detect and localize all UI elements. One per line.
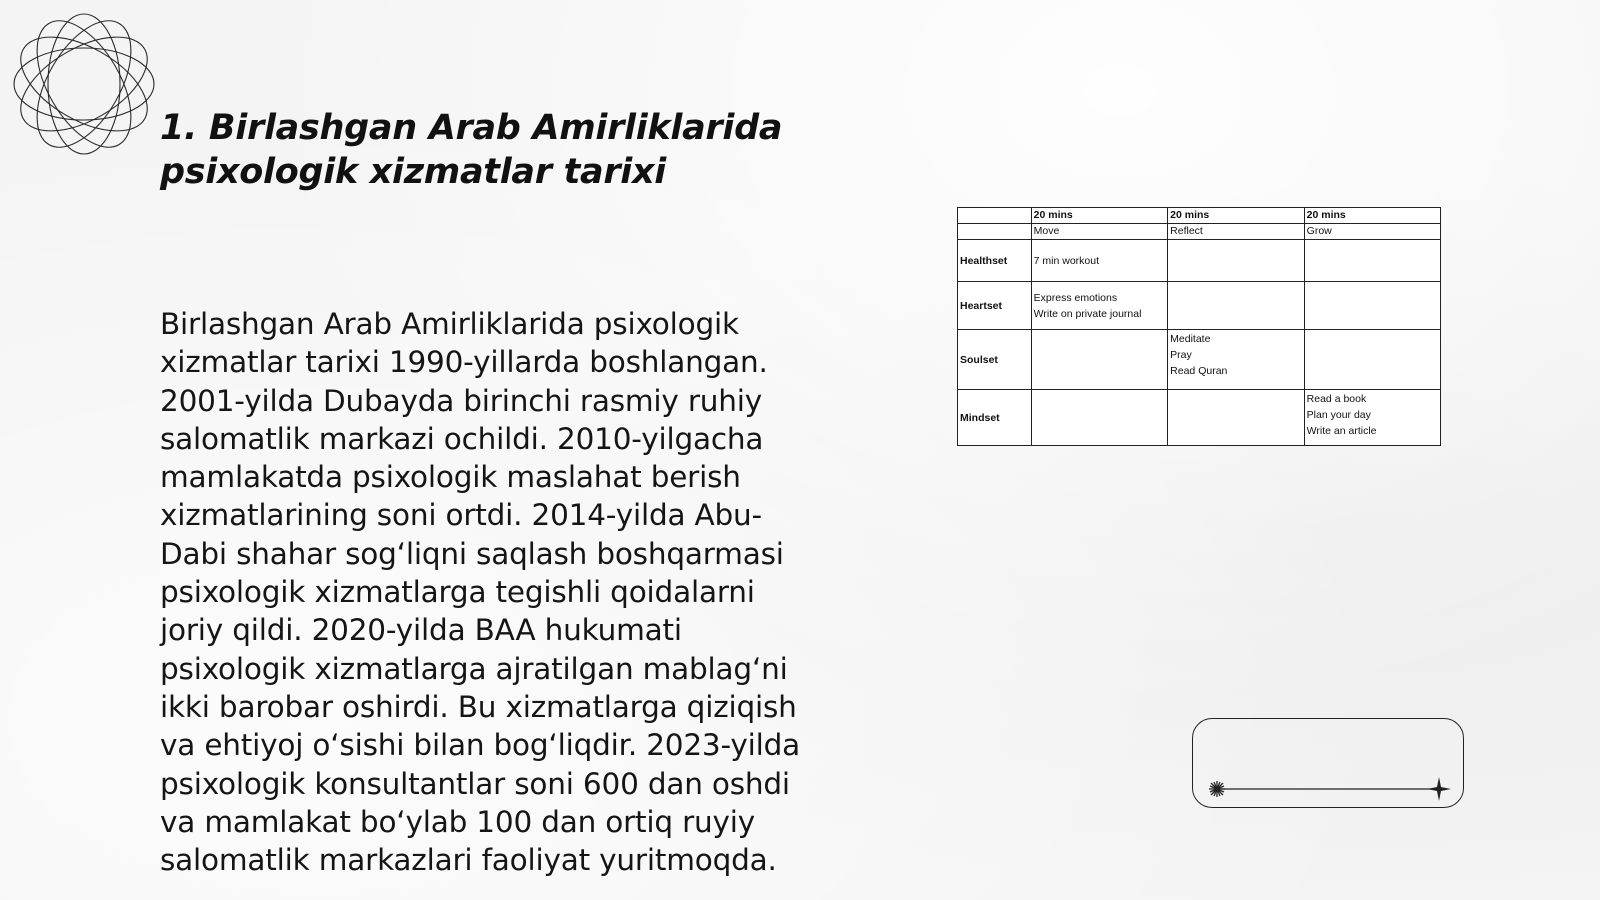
table-cell	[1168, 390, 1305, 446]
cell-line: 7 min workout	[1033, 254, 1099, 267]
cell-line: Meditate	[1170, 333, 1211, 345]
cell-line: Write an article	[1306, 425, 1377, 437]
table-row	[958, 282, 1441, 330]
table-cell	[1304, 390, 1440, 446]
table-header-time-reflect: 20 mins	[1168, 208, 1305, 224]
decorative-line	[1193, 719, 1465, 809]
four-point-star-icon	[1427, 777, 1451, 801]
cell-line: Pray	[1170, 349, 1192, 361]
cell-line: Read Quran	[1170, 365, 1228, 377]
table-header-reflect: Reflect	[1168, 224, 1305, 240]
table-cell	[1168, 330, 1305, 390]
table-cell	[1031, 390, 1168, 446]
row-label-healthset: Healthset	[958, 240, 1032, 282]
table-corner-cell	[958, 208, 1032, 224]
table-subheader-row	[958, 224, 1441, 240]
slide-title-line-1: 1. Birlashgan Arab Amirliklarida	[160, 108, 783, 148]
cell-line: Express emotions	[1033, 291, 1118, 304]
row-label-soulset: Soulset	[958, 330, 1032, 390]
table-header-time-grow: 20 mins	[1304, 208, 1440, 224]
table-row	[958, 330, 1441, 390]
table-row	[958, 390, 1441, 446]
table-cell	[1304, 282, 1440, 330]
table-header-grow: Grow	[1304, 224, 1440, 240]
table-cell	[1031, 330, 1168, 390]
table-cell	[1304, 240, 1440, 282]
table-cell	[1031, 282, 1168, 330]
slide-title-line-2: psixologik xizmatlar tarixi	[160, 152, 666, 192]
sparkle-icon	[1209, 781, 1225, 797]
decorative-line-box	[1192, 718, 1464, 808]
table-corner-cell	[958, 224, 1032, 240]
table-row	[958, 240, 1441, 282]
table-cell	[1168, 282, 1305, 330]
row-label-heartset: Heartset	[958, 282, 1032, 330]
cell-line: Plan your day	[1306, 409, 1371, 421]
routine-table	[957, 207, 1441, 446]
table-cell	[1304, 330, 1440, 390]
spirograph-ornament-icon	[10, 10, 158, 158]
table-header-row	[958, 208, 1441, 224]
slide-title	[160, 106, 860, 194]
row-label-mindset: Mindset	[958, 390, 1032, 446]
table-cell	[1031, 240, 1168, 282]
table-cell	[1168, 240, 1305, 282]
cell-line: Read a book	[1306, 393, 1367, 405]
table-header-time-move: 20 mins	[1031, 208, 1168, 224]
cell-line: Write on private journal	[1033, 307, 1142, 320]
slide-body-text: Birlashgan Arab Amirliklarida psixologik xizmatlar tarixi 1990-yillarda boshlangan. 2001-yilda Dubayda birinchi rasmiy ruhiy salomatlik markazi ochildi. 2010-yilgacha mamlakatda psixologik maslahat berish xizmatlarining soni ortdi. 2014-yilda Abu-Dabi shahar sog‘liqni saqlash boshqarmasi psixologik xizmatlarga tegishli qoidalarni joriy qildi. 2020-yilda BAA hukumati psixologik xizmatlarga ajratilgan mablag‘ni ikki barobar oshirdi. Bu xizmatlarga qiziqish va ehtiyoj o‘sishi bilan bog‘liqdir. 2023-yilda psixologik konsultantlar soni 600 dan oshdi va mamlakat bo‘ylab 100 dan ortiq ruyiy salomatlik markazlari faoliyat yuritmoqda.	[160, 307, 801, 878]
table-header-move: Move	[1031, 224, 1168, 240]
